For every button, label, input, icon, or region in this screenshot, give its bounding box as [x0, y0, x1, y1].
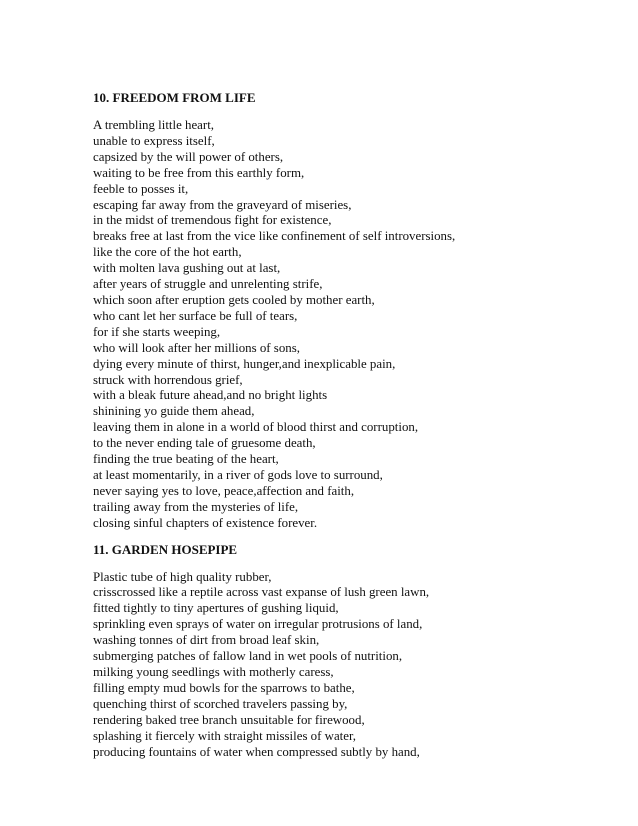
poem-line: escaping far away from the graveyard of miseries, [93, 197, 352, 212]
poem-line: unable to express itself, [93, 133, 215, 148]
document-body [93, 90, 613, 760]
poem-line: washing tonnes of dirt from broad leaf skin, [93, 633, 320, 648]
poem-line: struck with horrendous grief, [93, 372, 243, 387]
poem-line: never saying yes to love, peace,affection and faith, [93, 483, 355, 498]
poem-line: after years of struggle and unrelenting strife, [93, 277, 323, 292]
poem-line: who will look after her millions of sons, [93, 340, 300, 355]
poem-line: feeble to posses it, [93, 181, 189, 196]
poem-freedom-from-life [93, 90, 613, 532]
poem-line: producing fountains of water when compressed subtly by hand, [93, 744, 420, 759]
poem-line: rendering baked tree branch unsuitable for firewood, [93, 712, 365, 727]
poem-line: in the midst of tremendous fight for existence, [93, 213, 332, 228]
poem-line: leaving them in alone in a world of blood thirst and corruption, [93, 420, 419, 435]
poem-lines [93, 118, 613, 532]
poem-line: filling empty mud bowls for the sparrows to bathe, [93, 680, 355, 695]
poem-line: with a bleak future ahead,and no bright lights [93, 388, 328, 403]
poem-line: crisscrossed like a reptile across vast expanse of lush green lawn, [93, 585, 430, 600]
poem-line: fitted tightly to tiny apertures of gushing liquid, [93, 601, 339, 616]
poem-line: breaks free at last from the vice like confinement of self introversions, [93, 229, 456, 244]
poem-garden-hosepipe [93, 542, 613, 761]
poem-line: shinining yo guide them ahead, [93, 404, 255, 419]
poem-line: trailing away from the mysteries of life, [93, 499, 299, 514]
poem-line: who cant let her surface be full of tears, [93, 308, 298, 323]
poem-line: closing sinful chapters of existence forever. [93, 515, 318, 530]
poem-line: quenching thirst of scorched travelers passing by, [93, 696, 348, 711]
poem-line: milking young seedlings with motherly caress, [93, 665, 334, 679]
poem-lines [93, 570, 613, 761]
poem-line: A trembling little heart, [93, 118, 215, 132]
poem-line: to the never ending tale of gruesome death, [93, 436, 316, 451]
poem-line: at least momentarily, in a river of gods love to surround, [93, 467, 383, 482]
poem-title: 11. GARDEN HOSEPIPE [93, 541, 238, 557]
poem-line: capsized by the will power of others, [93, 149, 284, 164]
poem-line: dying every minute of thirst, hunger,and inexplicable pain, [93, 356, 396, 371]
poem-line: for if she starts weeping, [93, 324, 221, 339]
poem-line: which soon after eruption gets cooled by mother earth, [93, 292, 375, 307]
poem-line: waiting to be free from this earthly form, [93, 165, 305, 180]
poem-line: finding the true beating of the heart, [93, 452, 279, 467]
poem-line: submerging patches of fallow land in wet pools of nutrition, [93, 649, 403, 664]
poem-title: 10. FREEDOM FROM LIFE [93, 90, 256, 105]
poem-line: Plastic tube of high quality rubber, [93, 569, 272, 584]
poem-line: with molten lava gushing out at last, [93, 261, 281, 276]
poem-line: splashing it fiercely with straight missiles of water, [93, 728, 356, 743]
poem-line: sprinkling even sprays of water on irregular protrusions of land, [93, 617, 423, 632]
poem-line: like the core of the hot earth, [93, 245, 242, 260]
